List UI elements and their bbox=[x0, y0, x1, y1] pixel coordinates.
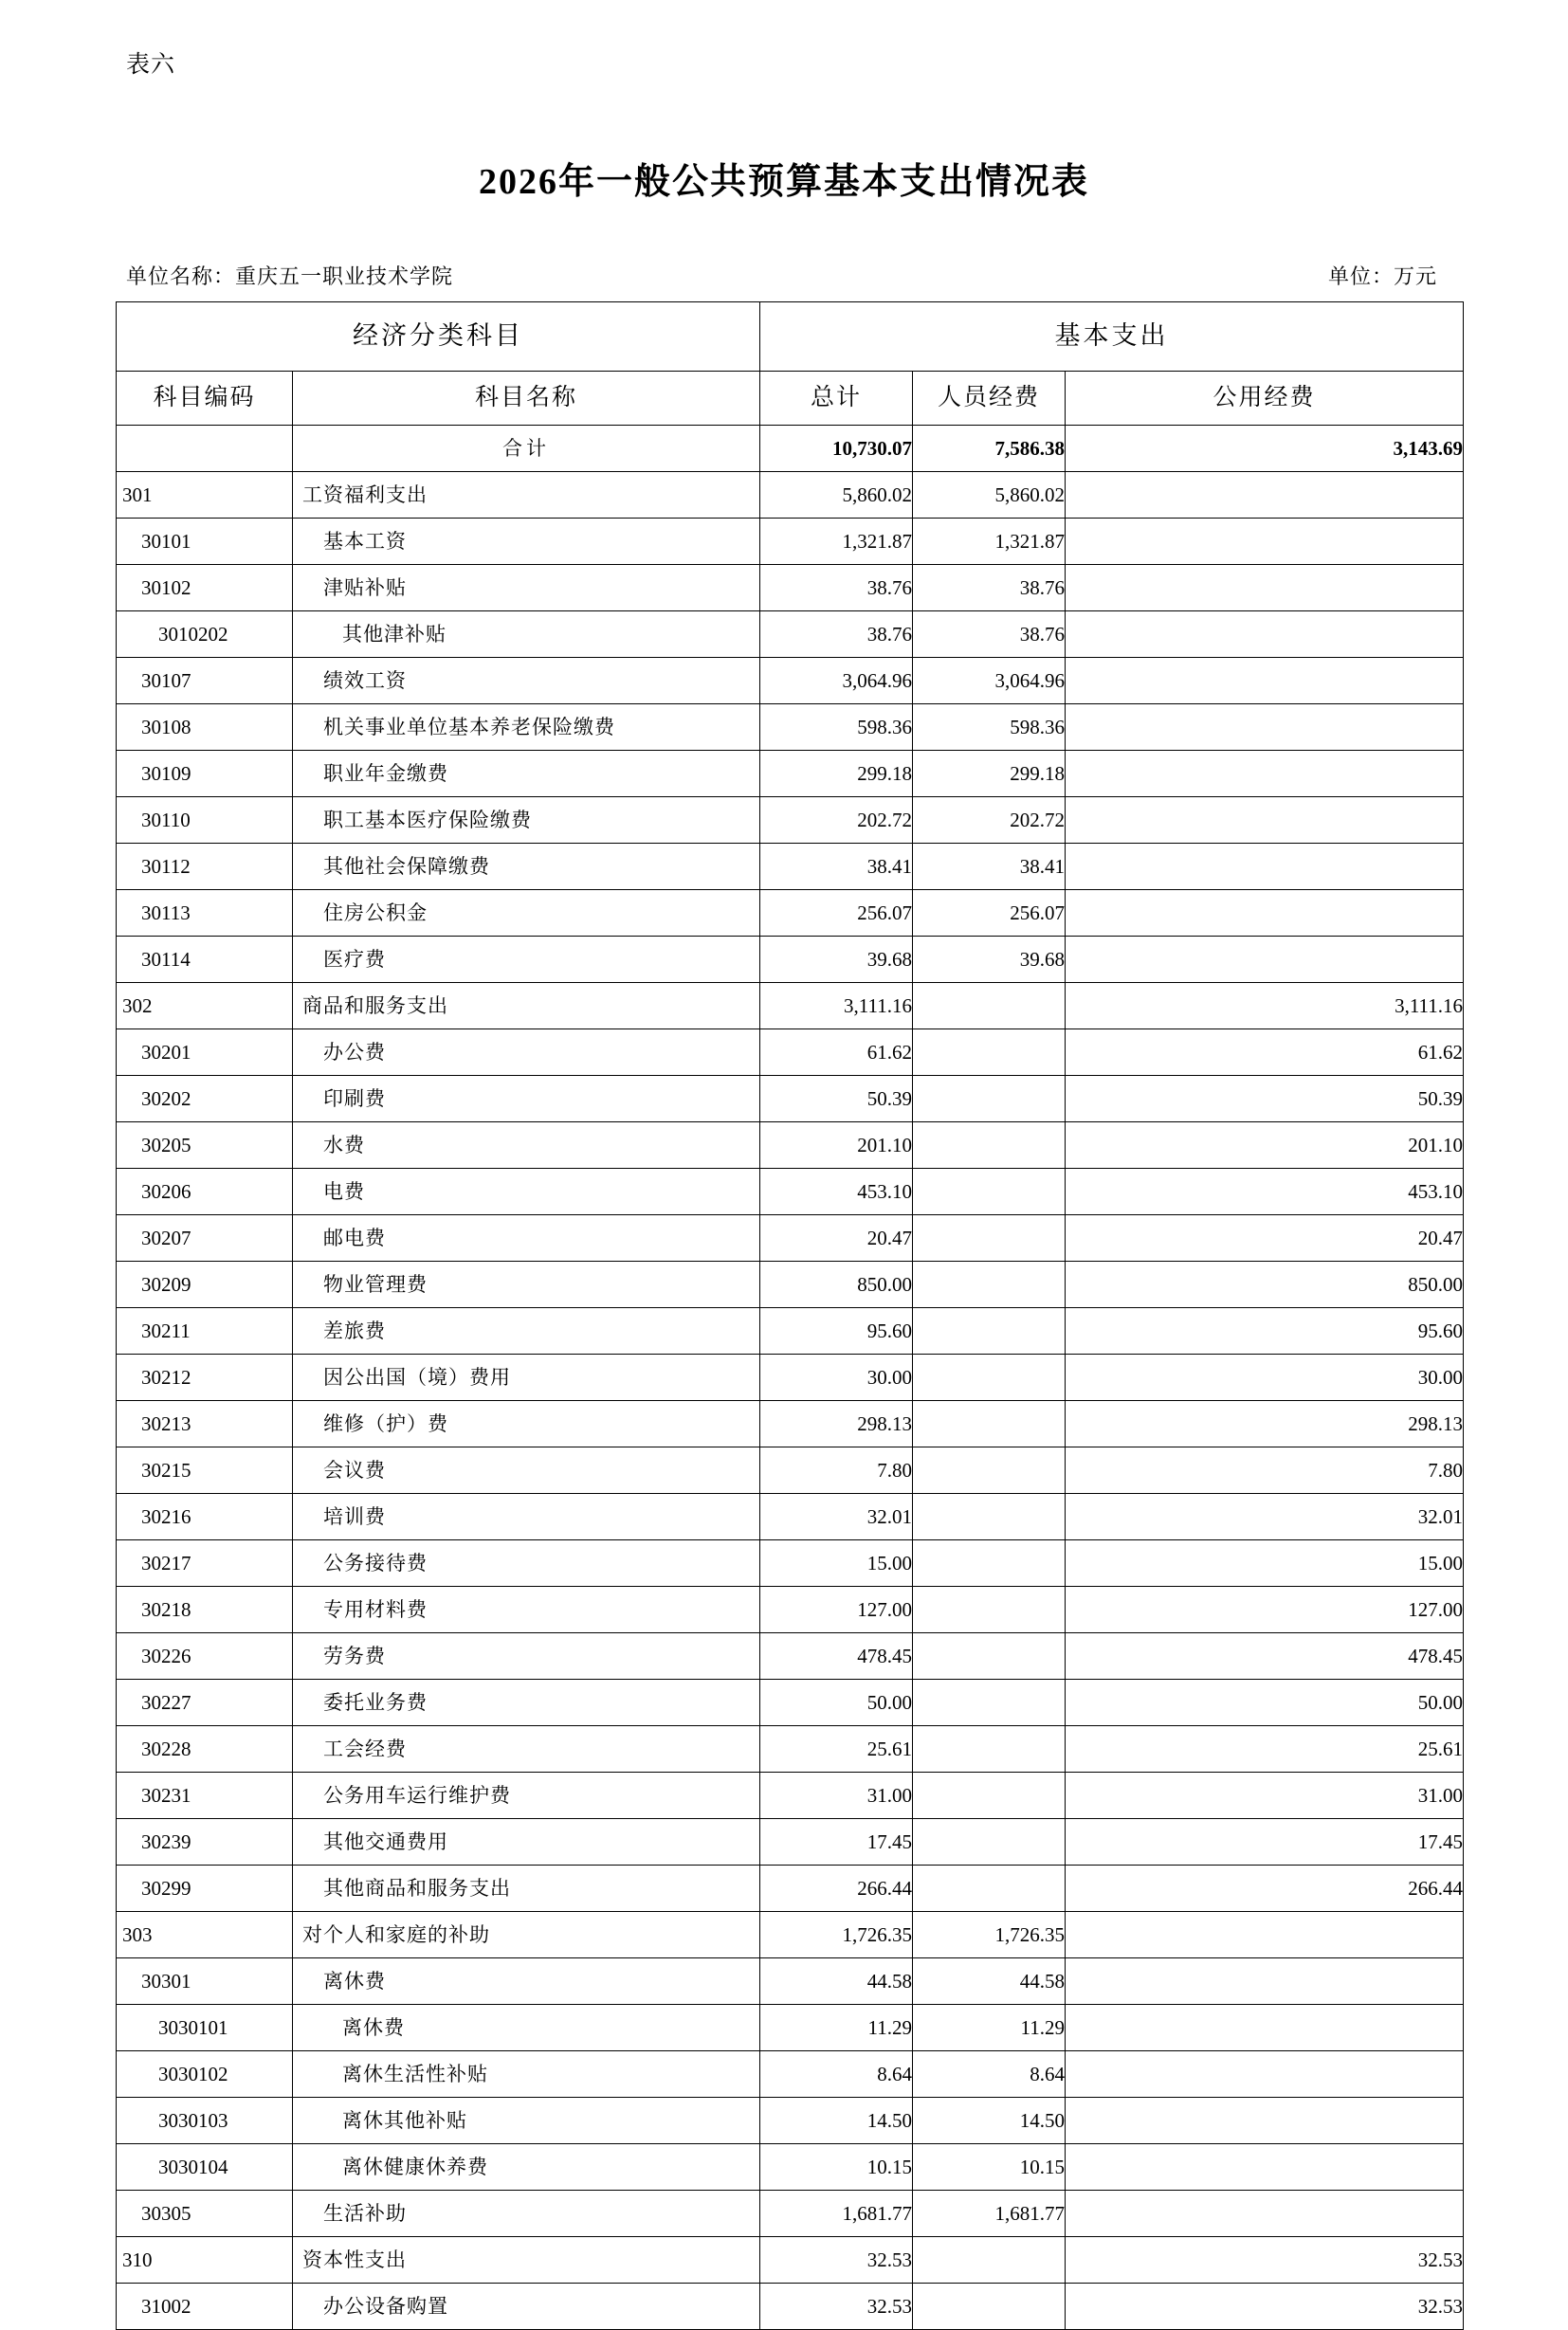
row-name: 离休费 bbox=[293, 1958, 760, 2005]
row-name: 培训费 bbox=[293, 1494, 760, 1540]
table-row bbox=[117, 1587, 1464, 1633]
row-name: 邮电费 bbox=[293, 1215, 760, 1262]
row-name: 离休费 bbox=[293, 2005, 760, 2051]
table-row bbox=[117, 472, 1464, 519]
row-total: 127.00 bbox=[760, 1587, 913, 1633]
row-code: 30114 bbox=[117, 937, 293, 983]
row-total: 38.41 bbox=[760, 844, 913, 890]
row-total: 38.76 bbox=[760, 611, 913, 658]
row-public: 15.00 bbox=[1066, 1540, 1464, 1587]
header-col-code: 科目编码 bbox=[117, 372, 293, 426]
row-code: 30102 bbox=[117, 565, 293, 611]
row-total: 32.53 bbox=[760, 2284, 913, 2330]
row-personnel bbox=[913, 1401, 1066, 1447]
row-code: 3030104 bbox=[117, 2144, 293, 2191]
table-row bbox=[117, 1076, 1464, 1122]
row-total: 850.00 bbox=[760, 1262, 913, 1308]
row-personnel bbox=[913, 1122, 1066, 1169]
table-row bbox=[117, 2005, 1464, 2051]
row-personnel bbox=[913, 1076, 1066, 1122]
row-total: 598.36 bbox=[760, 704, 913, 751]
row-personnel bbox=[913, 2284, 1066, 2330]
row-personnel: 14.50 bbox=[913, 2098, 1066, 2144]
row-name: 印刷费 bbox=[293, 1076, 760, 1122]
table-row bbox=[117, 658, 1464, 704]
row-total: 44.58 bbox=[760, 1958, 913, 2005]
row-code: 30202 bbox=[117, 1076, 293, 1122]
row-personnel bbox=[913, 1866, 1066, 1912]
row-total: 256.07 bbox=[760, 890, 913, 937]
row-name: 商品和服务支出 bbox=[293, 983, 760, 1029]
row-name: 会议费 bbox=[293, 1447, 760, 1494]
row-code: 30206 bbox=[117, 1169, 293, 1215]
row-name: 津贴补贴 bbox=[293, 565, 760, 611]
row-code: 3030102 bbox=[117, 2051, 293, 2098]
row-personnel bbox=[913, 983, 1066, 1029]
row-total: 202.72 bbox=[760, 797, 913, 844]
row-personnel: 256.07 bbox=[913, 890, 1066, 937]
row-code: 30101 bbox=[117, 519, 293, 565]
row-total: 3,064.96 bbox=[760, 658, 913, 704]
row-public: 95.60 bbox=[1066, 1308, 1464, 1355]
row-personnel bbox=[913, 2237, 1066, 2284]
row-total: 3,111.16 bbox=[760, 983, 913, 1029]
row-public: 478.45 bbox=[1066, 1633, 1464, 1680]
row-public: 31.00 bbox=[1066, 1773, 1464, 1819]
row-public: 30.00 bbox=[1066, 1355, 1464, 1401]
table-row bbox=[117, 611, 1464, 658]
row-total: 1,726.35 bbox=[760, 1912, 913, 1958]
row-public bbox=[1066, 704, 1464, 751]
row-code: 30227 bbox=[117, 1680, 293, 1726]
row-name: 绩效工资 bbox=[293, 658, 760, 704]
row-name: 电费 bbox=[293, 1169, 760, 1215]
table-row bbox=[117, 751, 1464, 797]
row-public bbox=[1066, 2191, 1464, 2237]
page-title: 2026年一般公共预算基本支出情况表 bbox=[478, 162, 1089, 202]
row-name: 其他交通费用 bbox=[293, 1819, 760, 1866]
table-row bbox=[117, 2284, 1464, 2330]
row-name: 医疗费 bbox=[293, 937, 760, 983]
row-public bbox=[1066, 844, 1464, 890]
row-code: 30228 bbox=[117, 1726, 293, 1773]
row-public: 201.10 bbox=[1066, 1122, 1464, 1169]
row-total: 5,860.02 bbox=[760, 472, 913, 519]
table-row bbox=[117, 519, 1464, 565]
row-name: 维修（护）费 bbox=[293, 1401, 760, 1447]
row-name: 基本工资 bbox=[293, 519, 760, 565]
total-row-code bbox=[117, 426, 293, 472]
table-row bbox=[117, 2098, 1464, 2144]
header-col-total: 总计 bbox=[760, 372, 913, 426]
table-row-total bbox=[117, 426, 1464, 472]
unit-name-value: 重庆五一职业技术学院 bbox=[235, 264, 454, 288]
row-name: 因公出国（境）费用 bbox=[293, 1355, 760, 1401]
row-public bbox=[1066, 797, 1464, 844]
row-total: 32.01 bbox=[760, 1494, 913, 1540]
row-code: 30201 bbox=[117, 1029, 293, 1076]
row-personnel: 38.76 bbox=[913, 611, 1066, 658]
table-row bbox=[117, 1029, 1464, 1076]
row-code: 30207 bbox=[117, 1215, 293, 1262]
row-name: 劳务费 bbox=[293, 1633, 760, 1680]
row-name: 公务接待费 bbox=[293, 1540, 760, 1587]
row-code: 30217 bbox=[117, 1540, 293, 1587]
budget-table bbox=[116, 301, 1464, 2330]
table-row bbox=[117, 1494, 1464, 1540]
table-row bbox=[117, 1355, 1464, 1401]
row-name: 物业管理费 bbox=[293, 1262, 760, 1308]
row-name: 其他津补贴 bbox=[293, 611, 760, 658]
row-public bbox=[1066, 658, 1464, 704]
row-code: 30239 bbox=[117, 1819, 293, 1866]
table-row bbox=[117, 1401, 1464, 1447]
row-total: 38.76 bbox=[760, 565, 913, 611]
row-total: 1,321.87 bbox=[760, 519, 913, 565]
row-public bbox=[1066, 1912, 1464, 1958]
row-name: 机关事业单位基本养老保险缴费 bbox=[293, 704, 760, 751]
row-personnel bbox=[913, 1587, 1066, 1633]
sheet-label: 表六 bbox=[126, 52, 176, 78]
table-row bbox=[117, 1540, 1464, 1587]
row-code: 30113 bbox=[117, 890, 293, 937]
row-total: 8.64 bbox=[760, 2051, 913, 2098]
row-code: 30107 bbox=[117, 658, 293, 704]
row-personnel: 44.58 bbox=[913, 1958, 1066, 2005]
row-total: 10.15 bbox=[760, 2144, 913, 2191]
row-code: 30218 bbox=[117, 1587, 293, 1633]
table-row bbox=[117, 1958, 1464, 2005]
row-total: 39.68 bbox=[760, 937, 913, 983]
row-personnel bbox=[913, 1540, 1066, 1587]
row-personnel: 202.72 bbox=[913, 797, 1066, 844]
header-col-personnel: 人员经费 bbox=[913, 372, 1066, 426]
row-code: 30108 bbox=[117, 704, 293, 751]
unit-name-label: 单位名称： bbox=[126, 264, 236, 288]
row-total: 299.18 bbox=[760, 751, 913, 797]
row-public: 25.61 bbox=[1066, 1726, 1464, 1773]
table-row bbox=[117, 1262, 1464, 1308]
total-row-personnel: 7,586.38 bbox=[913, 426, 1066, 472]
row-name: 生活补助 bbox=[293, 2191, 760, 2237]
row-name: 差旅费 bbox=[293, 1308, 760, 1355]
row-public bbox=[1066, 611, 1464, 658]
table-row bbox=[117, 704, 1464, 751]
total-row-public: 3,143.69 bbox=[1066, 426, 1464, 472]
row-name: 其他社会保障缴费 bbox=[293, 844, 760, 890]
row-public: 32.53 bbox=[1066, 2237, 1464, 2284]
row-code: 30213 bbox=[117, 1401, 293, 1447]
table-row bbox=[117, 2051, 1464, 2098]
row-personnel: 8.64 bbox=[913, 2051, 1066, 2098]
metadata-row bbox=[126, 261, 1454, 290]
row-code: 30299 bbox=[117, 1866, 293, 1912]
row-public: 50.00 bbox=[1066, 1680, 1464, 1726]
row-total: 95.60 bbox=[760, 1308, 913, 1355]
row-code: 30110 bbox=[117, 797, 293, 844]
row-personnel bbox=[913, 1633, 1066, 1680]
row-code: 303 bbox=[117, 1912, 293, 1958]
row-total: 31.00 bbox=[760, 1773, 913, 1819]
row-public: 3,111.16 bbox=[1066, 983, 1464, 1029]
row-code: 3030101 bbox=[117, 2005, 293, 2051]
row-personnel: 598.36 bbox=[913, 704, 1066, 751]
row-code: 3030103 bbox=[117, 2098, 293, 2144]
table-row bbox=[117, 2191, 1464, 2237]
row-name: 住房公积金 bbox=[293, 890, 760, 937]
row-personnel: 38.76 bbox=[913, 565, 1066, 611]
row-personnel: 11.29 bbox=[913, 2005, 1066, 2051]
row-public: 32.01 bbox=[1066, 1494, 1464, 1540]
table-row bbox=[117, 890, 1464, 937]
header-column-row bbox=[117, 372, 1464, 426]
row-personnel bbox=[913, 1819, 1066, 1866]
table-row bbox=[117, 1169, 1464, 1215]
row-code: 31002 bbox=[117, 2284, 293, 2330]
row-name: 公务用车运行维护费 bbox=[293, 1773, 760, 1819]
table-header bbox=[117, 302, 1464, 426]
table-row bbox=[117, 1122, 1464, 1169]
table-row bbox=[117, 1308, 1464, 1355]
header-col-name: 科目名称 bbox=[293, 372, 760, 426]
row-personnel bbox=[913, 1262, 1066, 1308]
row-personnel bbox=[913, 1029, 1066, 1076]
row-code: 30216 bbox=[117, 1494, 293, 1540]
row-public: 850.00 bbox=[1066, 1262, 1464, 1308]
row-total: 1,681.77 bbox=[760, 2191, 913, 2237]
table-row bbox=[117, 1773, 1464, 1819]
row-public bbox=[1066, 937, 1464, 983]
row-public: 453.10 bbox=[1066, 1169, 1464, 1215]
row-personnel: 1,321.87 bbox=[913, 519, 1066, 565]
row-personnel: 5,860.02 bbox=[913, 472, 1066, 519]
table-row bbox=[117, 1912, 1464, 1958]
table-row bbox=[117, 1680, 1464, 1726]
table-row bbox=[117, 1447, 1464, 1494]
row-public: 7.80 bbox=[1066, 1447, 1464, 1494]
header-group-basic-expenditure: 基本支出 bbox=[760, 302, 1464, 372]
row-code: 301 bbox=[117, 472, 293, 519]
row-public bbox=[1066, 2051, 1464, 2098]
unit-name bbox=[126, 261, 453, 290]
row-total: 11.29 bbox=[760, 2005, 913, 2051]
table-body bbox=[117, 426, 1464, 2330]
row-public: 298.13 bbox=[1066, 1401, 1464, 1447]
row-code: 30209 bbox=[117, 1262, 293, 1308]
row-code: 30215 bbox=[117, 1447, 293, 1494]
row-total: 61.62 bbox=[760, 1029, 913, 1076]
table-row bbox=[117, 844, 1464, 890]
row-code: 30212 bbox=[117, 1355, 293, 1401]
row-personnel: 3,064.96 bbox=[913, 658, 1066, 704]
row-personnel: 1,726.35 bbox=[913, 1912, 1066, 1958]
row-name: 工会经费 bbox=[293, 1726, 760, 1773]
row-code: 310 bbox=[117, 2237, 293, 2284]
header-group-economic-category: 经济分类科目 bbox=[117, 302, 760, 372]
row-personnel bbox=[913, 1447, 1066, 1494]
row-name: 办公设备购置 bbox=[293, 2284, 760, 2330]
currency-unit: 单位：万元 bbox=[1327, 264, 1437, 288]
row-total: 25.61 bbox=[760, 1726, 913, 1773]
row-personnel bbox=[913, 1773, 1066, 1819]
row-total: 32.53 bbox=[760, 2237, 913, 2284]
row-personnel: 1,681.77 bbox=[913, 2191, 1066, 2237]
table-row bbox=[117, 1726, 1464, 1773]
row-code: 30305 bbox=[117, 2191, 293, 2237]
row-total: 7.80 bbox=[760, 1447, 913, 1494]
row-name: 职工基本医疗保险缴费 bbox=[293, 797, 760, 844]
row-name: 水费 bbox=[293, 1122, 760, 1169]
row-public: 127.00 bbox=[1066, 1587, 1464, 1633]
row-total: 15.00 bbox=[760, 1540, 913, 1587]
row-name: 资本性支出 bbox=[293, 2237, 760, 2284]
row-public bbox=[1066, 565, 1464, 611]
row-code: 302 bbox=[117, 983, 293, 1029]
row-total: 298.13 bbox=[760, 1401, 913, 1447]
row-name: 专用材料费 bbox=[293, 1587, 760, 1633]
row-public bbox=[1066, 472, 1464, 519]
row-name: 办公费 bbox=[293, 1029, 760, 1076]
row-public bbox=[1066, 2005, 1464, 2051]
row-personnel: 38.41 bbox=[913, 844, 1066, 890]
row-code: 30211 bbox=[117, 1308, 293, 1355]
row-personnel bbox=[913, 1169, 1066, 1215]
total-row-label: 合计 bbox=[293, 426, 760, 472]
row-public bbox=[1066, 519, 1464, 565]
row-public bbox=[1066, 1958, 1464, 2005]
row-public: 17.45 bbox=[1066, 1819, 1464, 1866]
row-code: 30112 bbox=[117, 844, 293, 890]
row-name: 职业年金缴费 bbox=[293, 751, 760, 797]
table-row bbox=[117, 2144, 1464, 2191]
row-code: 30301 bbox=[117, 1958, 293, 2005]
row-total: 201.10 bbox=[760, 1122, 913, 1169]
row-name: 工资福利支出 bbox=[293, 472, 760, 519]
row-name: 离休其他补贴 bbox=[293, 2098, 760, 2144]
row-public: 50.39 bbox=[1066, 1076, 1464, 1122]
row-total: 478.45 bbox=[760, 1633, 913, 1680]
row-public bbox=[1066, 890, 1464, 937]
row-personnel: 39.68 bbox=[913, 937, 1066, 983]
table-row bbox=[117, 1866, 1464, 1912]
row-public bbox=[1066, 2098, 1464, 2144]
row-total: 17.45 bbox=[760, 1819, 913, 1866]
row-public: 266.44 bbox=[1066, 1866, 1464, 1912]
row-personnel bbox=[913, 1308, 1066, 1355]
row-code: 3010202 bbox=[117, 611, 293, 658]
row-personnel bbox=[913, 1680, 1066, 1726]
row-public bbox=[1066, 2144, 1464, 2191]
row-personnel bbox=[913, 1494, 1066, 1540]
row-total: 50.00 bbox=[760, 1680, 913, 1726]
row-public: 61.62 bbox=[1066, 1029, 1464, 1076]
row-name: 其他商品和服务支出 bbox=[293, 1866, 760, 1912]
table-row bbox=[117, 2237, 1464, 2284]
row-name: 离休生活性补贴 bbox=[293, 2051, 760, 2098]
row-name: 委托业务费 bbox=[293, 1680, 760, 1726]
row-code: 30109 bbox=[117, 751, 293, 797]
row-public: 20.47 bbox=[1066, 1215, 1464, 1262]
table-row bbox=[117, 1819, 1464, 1866]
row-total: 30.00 bbox=[760, 1355, 913, 1401]
row-name: 离休健康休养费 bbox=[293, 2144, 760, 2191]
row-total: 50.39 bbox=[760, 1076, 913, 1122]
row-code: 30226 bbox=[117, 1633, 293, 1680]
table-row bbox=[117, 1215, 1464, 1262]
row-personnel bbox=[913, 1355, 1066, 1401]
row-name: 对个人和家庭的补助 bbox=[293, 1912, 760, 1958]
row-personnel: 299.18 bbox=[913, 751, 1066, 797]
row-total: 266.44 bbox=[760, 1866, 913, 1912]
table-row bbox=[117, 983, 1464, 1029]
table-row bbox=[117, 1633, 1464, 1680]
row-total: 20.47 bbox=[760, 1215, 913, 1262]
header-group-row bbox=[117, 302, 1464, 372]
row-personnel bbox=[913, 1726, 1066, 1773]
row-total: 453.10 bbox=[760, 1169, 913, 1215]
row-total: 14.50 bbox=[760, 2098, 913, 2144]
total-row-total: 10,730.07 bbox=[760, 426, 913, 472]
table-row bbox=[117, 937, 1464, 983]
header-col-public: 公用经费 bbox=[1066, 372, 1464, 426]
table-row bbox=[117, 797, 1464, 844]
row-code: 30231 bbox=[117, 1773, 293, 1819]
row-personnel bbox=[913, 1215, 1066, 1262]
row-public bbox=[1066, 751, 1464, 797]
row-code: 30205 bbox=[117, 1122, 293, 1169]
table-row bbox=[117, 565, 1464, 611]
row-personnel: 10.15 bbox=[913, 2144, 1066, 2191]
row-public: 32.53 bbox=[1066, 2284, 1464, 2330]
